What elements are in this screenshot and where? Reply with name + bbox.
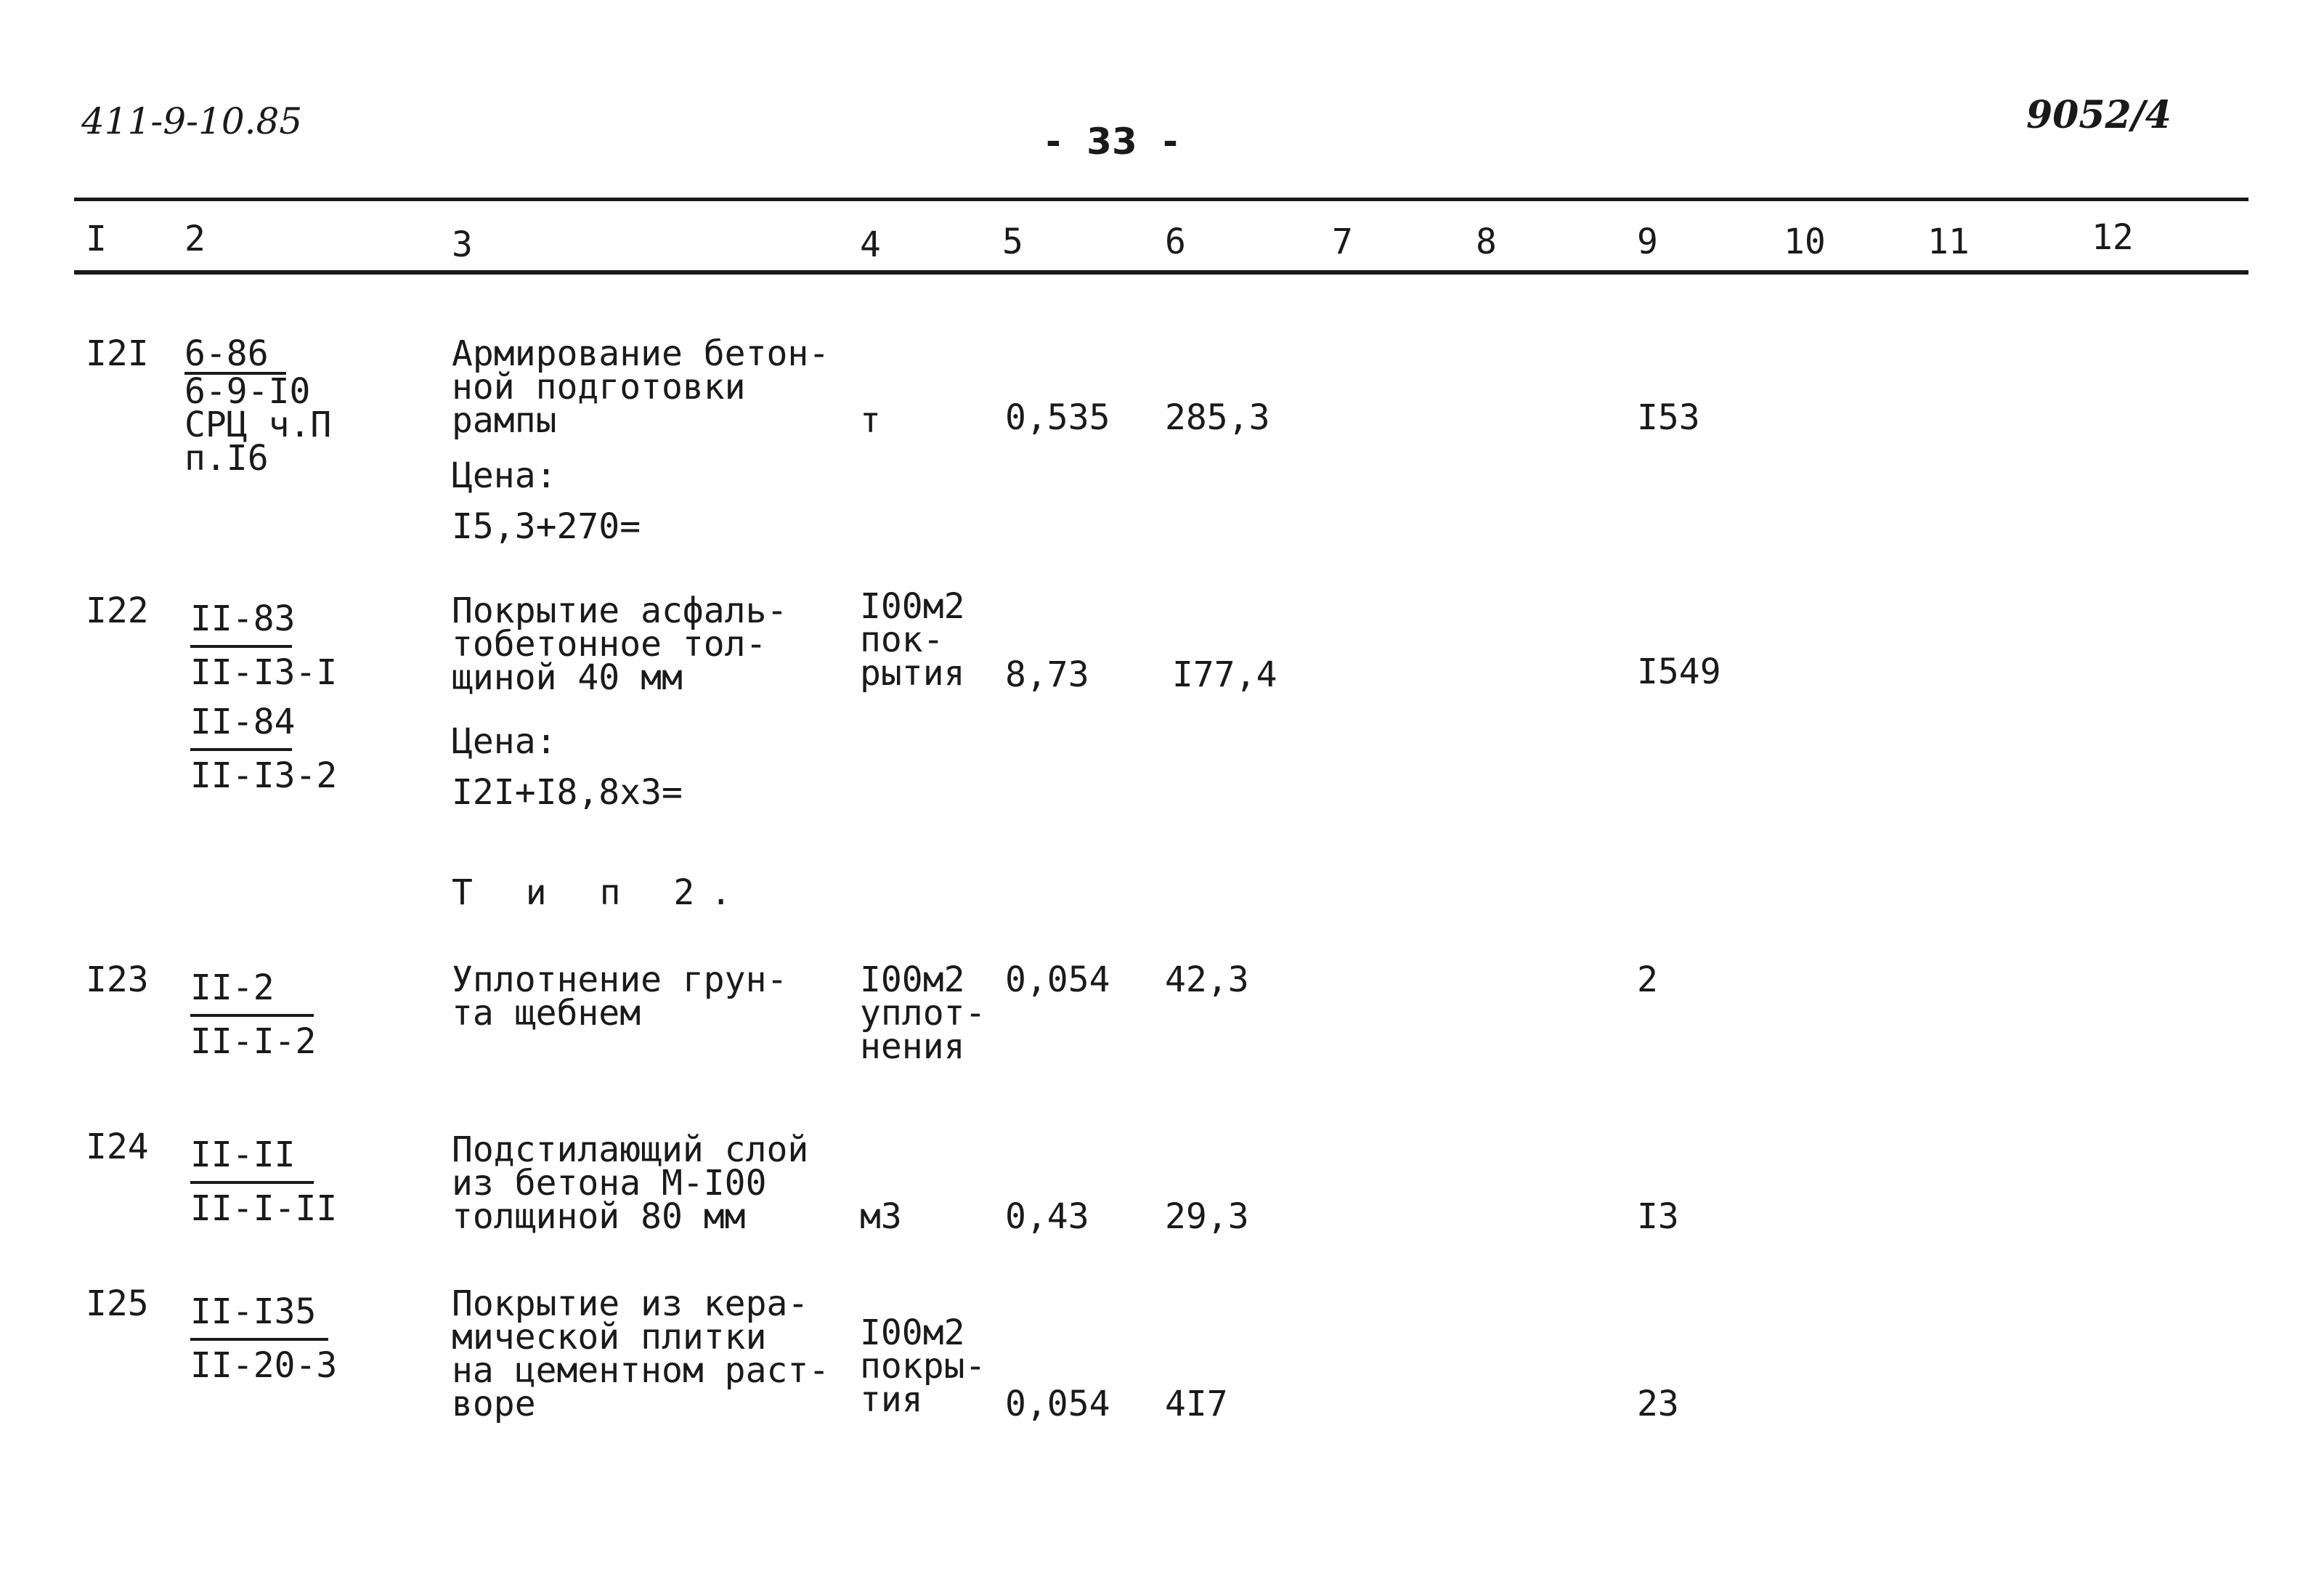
- work-description: [452, 333, 830, 441]
- desc-line: толщиной 80 мм: [452, 1196, 746, 1237]
- col-header-4: 4: [860, 224, 881, 265]
- unit-line: пок-: [860, 620, 944, 660]
- unit: т: [860, 400, 881, 441]
- unit-line: тия: [860, 1379, 923, 1420]
- unit-price: I77,4: [1172, 654, 1277, 695]
- work-description: [452, 590, 788, 698]
- sheet-code: 9052/4: [2026, 93, 2171, 137]
- desc-line: из бетона М-I00: [452, 1163, 767, 1204]
- desc-line: ной подготовки: [452, 367, 746, 407]
- desc-line: рампы: [452, 400, 557, 441]
- work-description: [452, 1283, 830, 1424]
- desc-line: мической плитки: [452, 1317, 767, 1357]
- unit-price: 42,3: [1165, 959, 1249, 1000]
- desc-line: тобетонное тол-: [452, 624, 767, 665]
- unit: [860, 586, 965, 694]
- ref-line: II-I3-I: [190, 652, 338, 693]
- row-number: I25: [86, 1283, 149, 1324]
- desc-line: на цементном раст-: [452, 1350, 830, 1391]
- quantity: 0,43: [1005, 1196, 1089, 1237]
- row-number: I23: [86, 959, 149, 1000]
- section-title: Т и п 2.: [452, 872, 748, 913]
- ref-numerator: II-I35: [190, 1287, 328, 1341]
- ref-line: II-I-2: [190, 1021, 317, 1062]
- unit-line: I00м2: [860, 959, 965, 1000]
- norm-reference: [190, 963, 316, 1066]
- norm-reference: [190, 594, 337, 800]
- norm-reference: [190, 1287, 337, 1390]
- unit-line: уплот-: [860, 993, 986, 1034]
- unit-line: I00м2: [860, 586, 965, 627]
- desc-line: воре: [452, 1384, 536, 1424]
- unit-line: покры-: [860, 1346, 986, 1387]
- unit-line: нения: [860, 1026, 965, 1067]
- col-header-6: 6: [1165, 222, 1186, 262]
- quantity: 8,73: [1005, 654, 1089, 695]
- unit: [860, 959, 986, 1067]
- price-formula: I2I+I8,8x3=: [452, 772, 683, 813]
- col-header-8: 8: [1476, 222, 1497, 262]
- ref-numerator: 6-86: [184, 337, 286, 375]
- ref-line: II-I3-2: [190, 755, 338, 796]
- quantity: 0,054: [1005, 1384, 1110, 1424]
- col-header-2: 2: [184, 219, 206, 259]
- row-number: I2I: [86, 333, 149, 374]
- total: I549: [1637, 652, 1721, 692]
- unit-line: рытия: [860, 653, 965, 694]
- work-description: [452, 959, 788, 1034]
- col-header-11: 11: [1927, 222, 1970, 262]
- price-label: Цена:: [452, 721, 557, 762]
- unit-price: 4I7: [1165, 1384, 1228, 1424]
- desc-line: Покрытие асфаль-: [452, 590, 788, 631]
- total: 23: [1637, 1384, 1679, 1424]
- ref-numerator: II-84: [190, 697, 292, 751]
- desc-line: Покрытие из кера-: [452, 1283, 809, 1324]
- quantity: 0,054: [1005, 959, 1110, 1000]
- col-header-1: I: [86, 219, 107, 259]
- row-number: I24: [86, 1127, 149, 1167]
- col-header-5: 5: [1002, 222, 1023, 262]
- ref-numerator: II-83: [190, 594, 292, 648]
- unit: м3: [860, 1196, 902, 1237]
- col-header-7: 7: [1332, 222, 1353, 262]
- unit-price: 285,3: [1165, 397, 1270, 438]
- col-header-12: 12: [2092, 217, 2134, 258]
- price-label: Цена:: [452, 455, 557, 496]
- desc-line: Армирование бетон-: [452, 333, 830, 374]
- total: 2: [1637, 959, 1658, 1000]
- desc-line: щиной 40 мм: [452, 657, 683, 698]
- work-description: [452, 1129, 809, 1237]
- row-number: I22: [86, 590, 149, 631]
- ref-line: СРЦ ч.П: [184, 405, 332, 445]
- document-code: 411-9-10.85: [81, 100, 303, 142]
- total: I53: [1637, 397, 1700, 438]
- col-header-10: 10: [1784, 222, 1826, 262]
- total: I3: [1637, 1196, 1679, 1237]
- ref-line: 6-9-I0: [184, 371, 311, 412]
- ref-line: II-20-3: [190, 1345, 338, 1386]
- unit-price: 29,3: [1165, 1196, 1249, 1237]
- col-header-9: 9: [1637, 222, 1658, 262]
- ref-numerator: II-II: [190, 1130, 314, 1184]
- quantity: 0,535: [1005, 397, 1110, 438]
- ref-line: II-I-II: [190, 1188, 338, 1229]
- unit-line: I00м2: [860, 1312, 965, 1353]
- top-rule: [74, 198, 2248, 201]
- desc-line: Подстилающий слой: [452, 1129, 809, 1170]
- ref-line: п.I6: [184, 438, 269, 479]
- page-number: - 33 -: [1046, 121, 1178, 163]
- norm-reference: [190, 1130, 337, 1233]
- col-header-3: 3: [452, 224, 473, 265]
- norm-reference: [184, 333, 332, 479]
- ref-numerator: II-2: [190, 963, 314, 1017]
- header-bottom-rule: [74, 270, 2248, 275]
- unit: [860, 1312, 986, 1420]
- desc-line: Уплотнение грун-: [452, 959, 788, 1000]
- price-formula: I5,3+270=: [452, 506, 641, 547]
- desc-line: та щебнем: [452, 993, 641, 1034]
